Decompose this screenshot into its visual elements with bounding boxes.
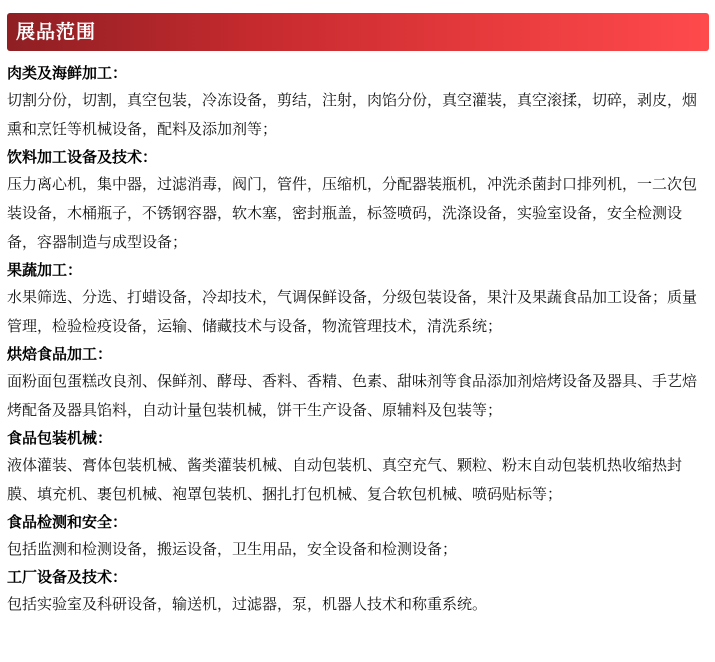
category-description: 切割分份，切割，真空包装，冷冻设备，剪结，注射，肉馅分份，真空灌装，真空滚揉，切碎，剥皮，烟熏和烹饪等机械设备，配料及添加剂等； xyxy=(7,91,698,138)
category-heading: 食品包装机械： xyxy=(7,429,113,447)
category-description: 包括实验室及科研设备，输送机，过滤器，泵，机器人技术和称重系统。 xyxy=(7,595,488,613)
category-description: 压力离心机，集中器，过滤消毒，阀门，管件，压缩机，分配器装瓶机，冲洗杀菌封口排列机，一二次包装设备，木桶瓶子，不锈钢容器，软木塞，密封瓶盖，标签喷码，洗涤设备，实验室设备，安全检测设备，容器制造与成型设备； xyxy=(7,175,698,251)
category-heading: 烘焙食品加工： xyxy=(7,345,113,363)
category-description: 液体灌装、膏体包装机械、酱类灌装机械、自动包装机、真空充气、颗粒、粉末自动包装机热收缩热封膜、填充机、裹包机械、袍罩包装机、捆扎打包机械、复合软包机械、喷码贴标等； xyxy=(7,456,683,503)
category-packaging-machinery xyxy=(7,425,709,509)
category-heading: 饮料加工设备及技术： xyxy=(7,148,158,166)
category-heading: 工厂设备及技术： xyxy=(7,568,128,586)
category-bakery xyxy=(7,341,709,425)
category-fruit-vegetable xyxy=(7,257,709,341)
category-meat-seafood xyxy=(7,60,709,144)
exhibit-scope-page xyxy=(0,13,715,662)
banner-title: 展品范围 xyxy=(16,21,97,43)
category-food-testing-safety xyxy=(7,509,709,564)
category-description: 水果筛选、分选、打蜡设备，冷却技术，气调保鲜设备，分级包装设备，果汁及果蔬食品加工设备；质量管理，检验检疫设备，运输、储藏技术与设备，物流管理技术，清洗系统； xyxy=(7,288,698,335)
category-heading: 食品检测和安全： xyxy=(7,513,128,531)
category-list xyxy=(7,60,709,619)
section-banner xyxy=(7,13,709,51)
category-description: 面粉面包蛋糕改良剂、保鲜剂、酵母、香料、香精、色素、甜味剂等食品添加剂焙烤设备及器具、手艺焙烤配备及器具馅料，自动计量包装机械，饼干生产设备、原辅料及包装等； xyxy=(7,372,698,419)
category-heading: 肉类及海鲜加工： xyxy=(7,64,128,82)
category-description: 包括监测和检测设备，搬运设备，卫生用品，安全设备和检测设备； xyxy=(7,540,458,558)
category-beverage xyxy=(7,144,709,257)
category-heading: 果蔬加工： xyxy=(7,261,83,279)
category-factory-equipment xyxy=(7,564,709,619)
